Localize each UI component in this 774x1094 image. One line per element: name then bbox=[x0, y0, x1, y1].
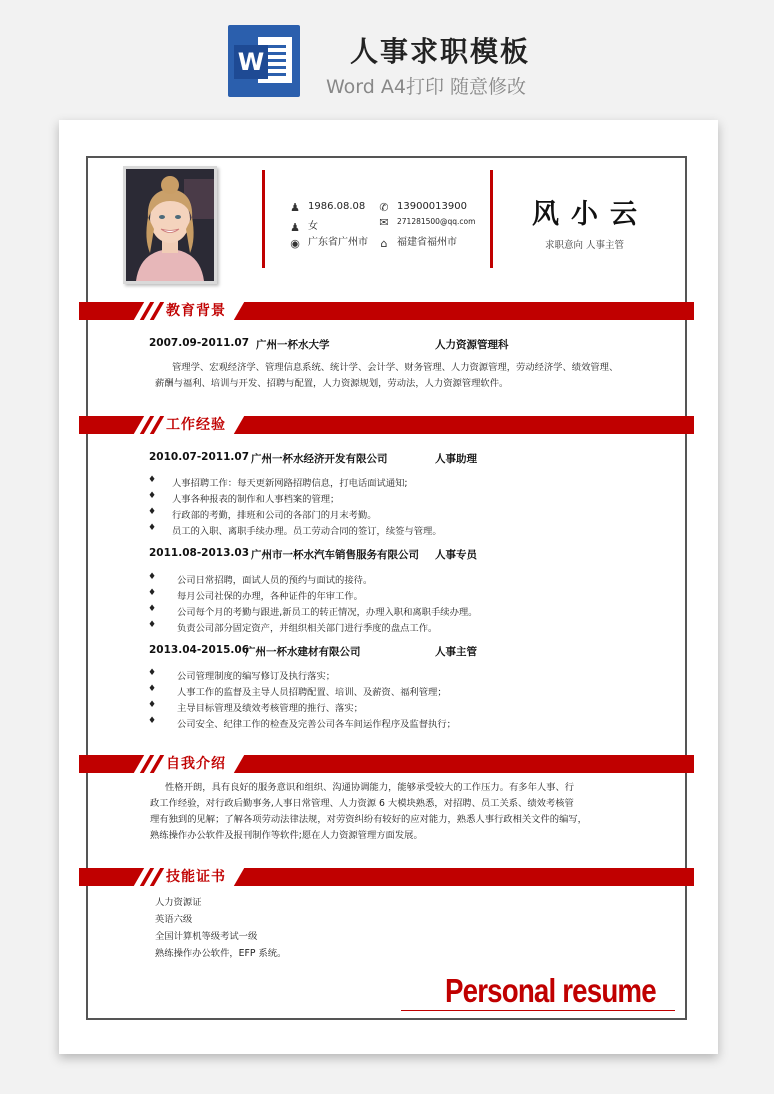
self-intro-line3: 理有独到的见解；了解各项劳动法律法规，对劳资纠纷有较好的应对能力，熟悉人事行政相关文件的编写， bbox=[150, 814, 587, 825]
skill-item: 全国计算机等级考试一级 bbox=[155, 931, 258, 942]
top-banner bbox=[0, 0, 774, 108]
job2-company: 广州市一杯水汽车销售服务有限公司 bbox=[251, 549, 419, 561]
profile-photo bbox=[123, 166, 217, 284]
skill-item: 人力资源证 bbox=[155, 897, 202, 908]
word-icon bbox=[228, 25, 300, 97]
gender-info bbox=[289, 217, 318, 234]
edu-major: 人力资源管理科 bbox=[435, 339, 509, 351]
footer-underline bbox=[401, 1010, 675, 1011]
home-icon: ⌂ bbox=[380, 237, 388, 250]
header-divider-right bbox=[490, 170, 493, 268]
job3-role: 人事主管 bbox=[435, 646, 477, 658]
phone-value: 13900013900 bbox=[397, 201, 467, 212]
self-intro-line4: 熟练操作办公软件及报刊制作等软件;愿在人力资源管理方面发展。 bbox=[150, 830, 423, 841]
personal-resume-wordmark: Personal resume bbox=[445, 972, 656, 1009]
job3-company: 广州一杯水建材有限公司 bbox=[245, 646, 361, 658]
edu-period: 2007.09-2011.07 bbox=[149, 337, 250, 349]
edu-courses-line2: 薪酬与福利、培训与开发、招聘与配置，人力资源规划，劳动法，人力资源管理软件。 bbox=[155, 378, 509, 389]
job2-role: 人事专员 bbox=[435, 549, 477, 561]
birthday-info bbox=[289, 201, 365, 214]
header-divider-left bbox=[262, 170, 265, 268]
list-item: ♦ 公司安全、纪律工作的检查及完善公司各车间运作程序及监督执行； bbox=[148, 716, 456, 730]
location-pin-icon: ◉ bbox=[290, 237, 300, 250]
resume-page bbox=[59, 120, 718, 1054]
word-letter: W bbox=[234, 45, 268, 79]
location-value: 广东省广州市 bbox=[308, 237, 368, 248]
list-item: ♦ 主导目标管理及绩效考核管理的推行、落实； bbox=[148, 700, 363, 714]
self-intro-line2: 政工作经验，对行政后勤事务,人事日常管理、人力资源 6 大模块熟悉，对招聘、员工关系、绩效考核管 bbox=[150, 798, 574, 809]
email-info bbox=[378, 217, 475, 229]
phone-icon: ✆ bbox=[379, 201, 389, 214]
candidate-name: 风小云 bbox=[532, 199, 649, 230]
list-item: ♦ 人事工作的监督及主导人员招聘配置、培训、及薪资、福利管理； bbox=[148, 684, 447, 698]
list-item: ♦ 公司管理制度的编写修订及执行落实； bbox=[148, 668, 336, 682]
section-title: 教育背景 bbox=[166, 303, 226, 319]
list-item: ♦ 公司日常招聘，面试人员的预约与面试的接待。 bbox=[148, 572, 373, 586]
list-item: ♦ 负责公司部分固定资产，并组织相关部门进行季度的盘点工作。 bbox=[148, 620, 438, 634]
section-title: 自我介绍 bbox=[166, 756, 226, 772]
job1-company: 广州一杯水经济开发有限公司 bbox=[251, 453, 388, 465]
section-header-education bbox=[79, 302, 694, 320]
edu-school: 广州一杯水大学 bbox=[256, 339, 330, 351]
job3-period: 2013.04-2015.06 bbox=[149, 644, 250, 656]
banner-title: 人事求职模板 bbox=[350, 35, 531, 68]
skill-item: 英语六级 bbox=[155, 914, 193, 925]
location-info bbox=[289, 233, 368, 250]
list-item: ♦ 人事招聘工作：每天更新网路招聘信息，打电话面试通知; bbox=[148, 475, 408, 489]
section-header-work bbox=[79, 416, 694, 434]
phone-info bbox=[378, 201, 467, 214]
gender-value: 女 bbox=[308, 221, 318, 232]
job2-period: 2011.08-2013.03 bbox=[149, 547, 250, 559]
job-intent: 求职意向 人事主管 bbox=[545, 240, 625, 251]
envelope-icon: ✉ bbox=[379, 216, 389, 229]
section-title: 技能证书 bbox=[166, 869, 226, 885]
hometown-value: 福建省福州市 bbox=[397, 237, 457, 248]
list-item: ♦ 人事各种报表的制作和人事档案的管理； bbox=[148, 491, 340, 505]
list-item: ♦ 行政部的考勤，排班和公司的各部门的月末考勤。 bbox=[148, 507, 377, 521]
hometown-info bbox=[378, 233, 457, 250]
self-intro-line1: 性格开朗，具有良好的服务意识和组织、沟通协调能力，能够承受较大的工作压力。有多年人事、行 bbox=[165, 782, 575, 793]
list-item: ♦ 员工的入职、离职手续办理。员工劳动合同的签订，续签与管理。 bbox=[148, 523, 442, 537]
edu-courses-line1: 管理学、宏观经济学、管理信息系统、统计学、会计学、财务管理、人力资源管理，劳动经济学、绩效管理、 bbox=[172, 362, 619, 373]
email-value: 271281500@qq.com bbox=[397, 217, 476, 226]
section-header-self-intro bbox=[79, 755, 694, 773]
job1-period: 2010.07-2011.07 bbox=[149, 451, 250, 463]
banner-subtitle: Word A4打印 随意修改 bbox=[326, 76, 527, 98]
list-item: ♦ 公司每个月的考勤与跟进,新员工的转正情况，办理入职和离职手续办理。 bbox=[148, 604, 478, 618]
skill-item: 熟练操作办公软件，EFP 系统。 bbox=[155, 948, 287, 959]
section-header-skills bbox=[79, 868, 694, 886]
list-item: ♦ 每月公司社保的办理，各种证件的年审工作。 bbox=[148, 588, 363, 602]
birthday-value: 1986.08.08 bbox=[308, 201, 366, 212]
person-icon: ♟ bbox=[290, 221, 300, 234]
people-icon: ♟ bbox=[290, 201, 300, 214]
section-title: 工作经验 bbox=[166, 417, 226, 433]
job1-role: 人事助理 bbox=[435, 453, 477, 465]
